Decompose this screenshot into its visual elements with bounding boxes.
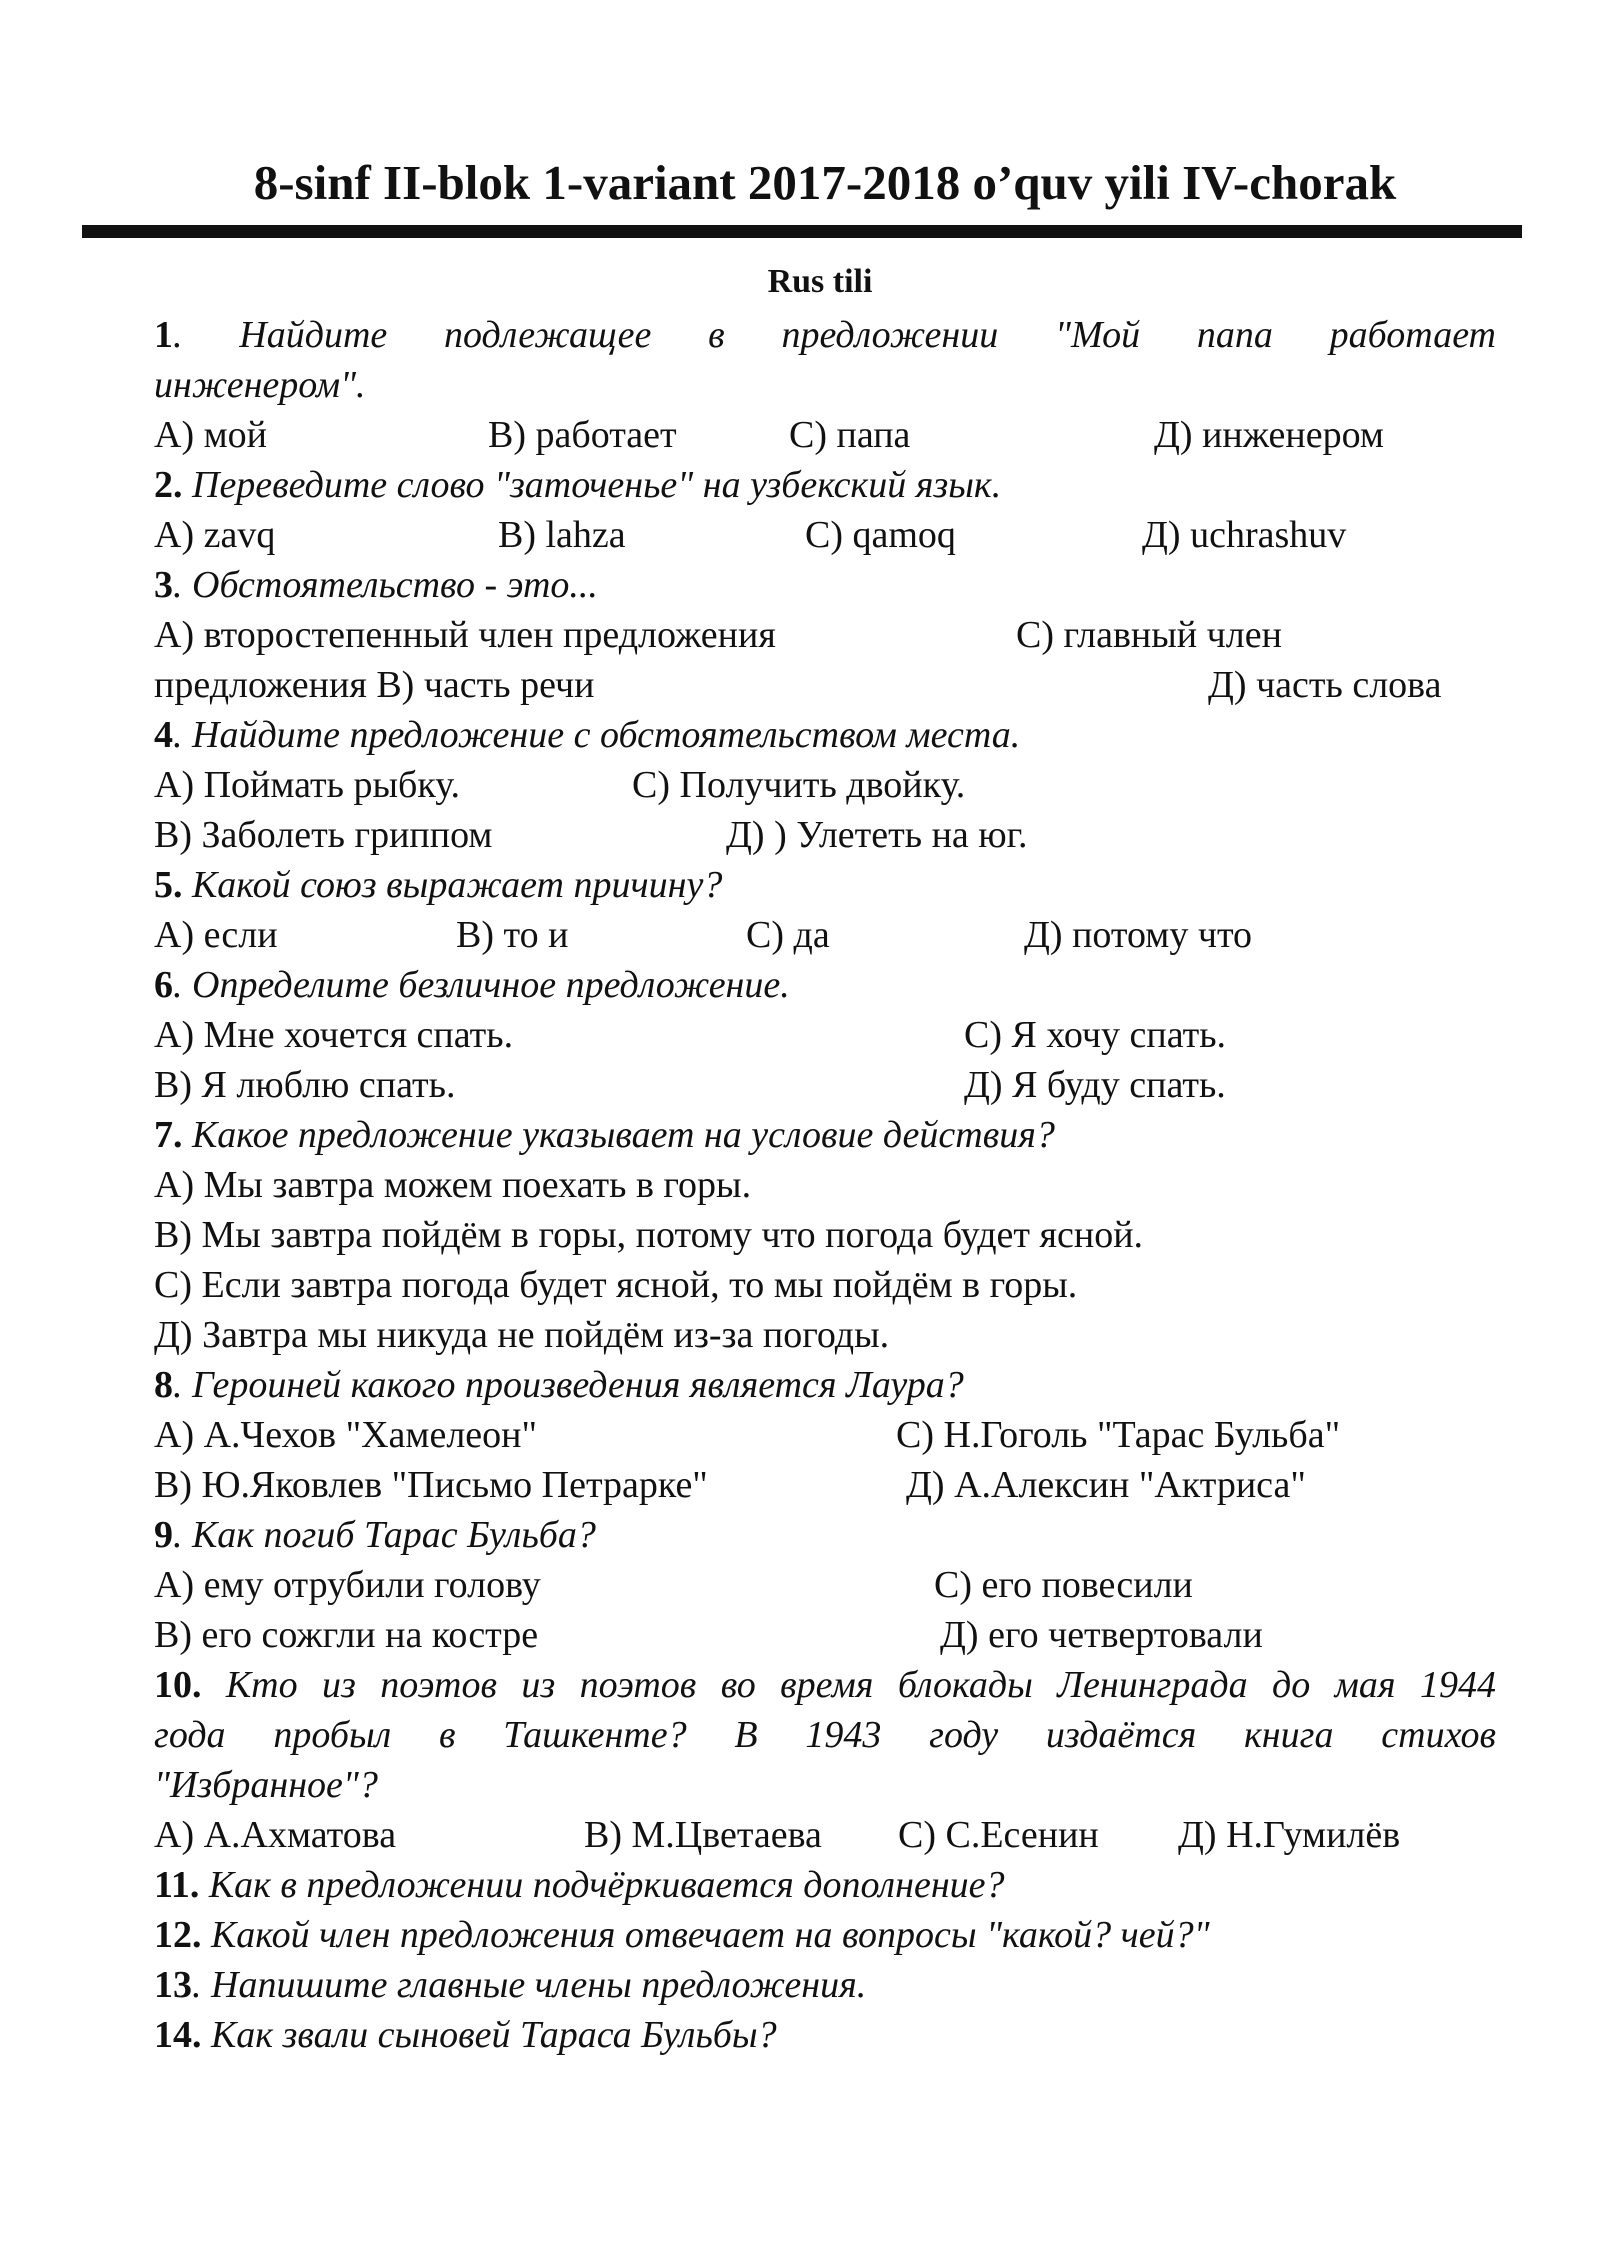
question-7	[154, 1110, 1055, 1160]
option-c: С) qamoq	[805, 514, 956, 556]
question-5	[154, 860, 722, 910]
question-4	[154, 710, 1020, 760]
option-a: А) А.Чехов "Хамелеон"	[154, 1414, 538, 1456]
question-number: 7.	[154, 1114, 183, 1156]
option-b: В) Я люблю спать.	[154, 1064, 456, 1106]
option-d: Д) инженером	[1154, 414, 1384, 456]
question-8	[154, 1360, 964, 1410]
question-number: 8	[154, 1364, 173, 1406]
option-d: Д) потому что	[1024, 914, 1253, 956]
question-number: 5.	[154, 864, 183, 906]
option-d: Д) часть слова	[1208, 664, 1442, 706]
option-b: В) работает	[488, 414, 677, 456]
question-text: . Найдите подлежащее в предложении "Мой папа работает	[173, 314, 1496, 356]
option-c: С) Я хочу спать.	[964, 1014, 1227, 1056]
option-c: С) Получить двойку.	[632, 764, 966, 806]
question-6	[154, 960, 790, 1010]
question-text: Какое предложение указывает на условие действия?	[182, 1114, 1055, 1156]
question-number: 14.	[154, 2014, 202, 2056]
question-number: 13	[154, 1964, 192, 2006]
option-c: С) да	[746, 914, 830, 956]
option-c: С) его повесили	[934, 1564, 1193, 1606]
question-text: Какой союз выражает причину?	[182, 864, 723, 906]
option-d: Д) А.Алексин "Актриса"	[906, 1464, 1306, 1506]
option-b: В) Мы завтра пойдём в горы, потому что погода будет ясной.	[154, 1214, 1144, 1256]
question-number: 11.	[154, 1864, 200, 1906]
option-a: А) Поймать рыбку.	[154, 764, 460, 806]
question-9	[154, 1510, 596, 1560]
question-text: . Обстоятельство - это...	[173, 564, 598, 606]
question-10-continued: года пробыл в Ташкенте? В 1943 году издаётся книга стихов	[154, 1714, 1496, 1756]
option-c: С) главный член	[1016, 614, 1282, 656]
question-10-continued-2: "Избранное"?	[154, 1764, 378, 1806]
question-number: 2.	[154, 464, 183, 506]
question-3	[154, 560, 598, 610]
question-number: 3	[154, 564, 173, 606]
option-d: Д) uchrashuv	[1142, 514, 1347, 556]
question-10	[154, 1660, 1496, 1710]
page-title: 8-sinf II-blok 1-variant 2017-2018 o’quv yili IV-chorak	[253, 155, 1397, 210]
option-a: А) Мне хочется спать.	[154, 1014, 514, 1056]
question-number: 4	[154, 714, 173, 756]
option-b: В) его сожгли на костре	[154, 1614, 539, 1656]
option-d: Д) Завтра мы никуда не пойдём из-за погоды.	[154, 1314, 890, 1356]
question-text: Как звали сыновей Тараса Бульбы?	[201, 2014, 777, 2056]
option-b: В) Заболеть гриппом	[154, 814, 493, 856]
question-number: 1	[154, 314, 173, 356]
option-c: С) С.Есенин	[898, 1814, 1099, 1856]
question-1	[154, 310, 1496, 360]
question-text: . Напишите главные члены предложения.	[192, 1964, 867, 2006]
option-a: А) мой	[154, 414, 267, 456]
question-14	[154, 2010, 777, 2060]
question-12	[154, 1910, 1210, 1960]
option-c: С) Если завтра погода будет ясной, то мы пойдём в горы.	[154, 1264, 1078, 1306]
subject-heading: Rus tili	[767, 263, 873, 300]
question-11	[154, 1860, 1005, 1910]
option-b: В) то и	[456, 914, 569, 956]
question-number: 6	[154, 964, 173, 1006]
question-text: Какой член предложения отвечает на вопросы "какой? чей?"	[201, 1914, 1210, 1956]
question-number: 9	[154, 1514, 173, 1556]
option-d: Д) Н.Гумилёв	[1178, 1814, 1401, 1856]
question-text: Переведите слово "заточенье" на узбекский язык.	[182, 464, 1002, 506]
option-a: А) второстепенный член предложения	[154, 614, 776, 656]
question-number: 12.	[154, 1914, 202, 1956]
option-a: А) ему отрубили голову	[154, 1564, 541, 1606]
option-d: Д) ) Улететь на юг.	[726, 814, 1028, 856]
question-number: 10.	[154, 1664, 202, 1706]
question-text: Как в предложении подчёркивается дополнение?	[199, 1864, 1005, 1906]
option-b: В) Ю.Яковлев "Письмо Петрарке"	[154, 1464, 708, 1506]
option-a: А) Мы завтра можем поехать в горы.	[154, 1164, 752, 1206]
option-c: С) папа	[789, 414, 911, 456]
question-13	[154, 1960, 866, 2010]
option-c: С) Н.Гоголь "Тарас Бульба"	[896, 1414, 1341, 1456]
option-b: В) lahza	[498, 514, 626, 556]
question-text: . Героиней какого произведения является Лаура?	[173, 1364, 964, 1406]
option-a: А) zavq	[154, 514, 276, 556]
question-2	[154, 460, 1001, 510]
question-text: . Найдите предложение с обстоятельством места.	[173, 714, 1021, 756]
question-text: . Как погиб Тарас Бульба?	[173, 1514, 596, 1556]
question-text: Кто из поэтов из поэтов во время блокады Ленинграда до мая 1944	[201, 1664, 1496, 1706]
question-1-continued: инженером".	[154, 364, 366, 406]
option-a-continued-and-b: предложения В) часть речи	[154, 664, 595, 706]
option-d: Д) его четвертовали	[940, 1614, 1263, 1656]
option-d: Д) Я буду спать.	[964, 1064, 1226, 1106]
option-a: А) если	[154, 914, 278, 956]
option-a: А) А.Ахматова	[154, 1814, 397, 1856]
option-b: В) М.Цветаева	[584, 1814, 822, 1856]
question-text: . Определите безличное предложение.	[173, 964, 790, 1006]
title-divider	[82, 225, 1522, 238]
